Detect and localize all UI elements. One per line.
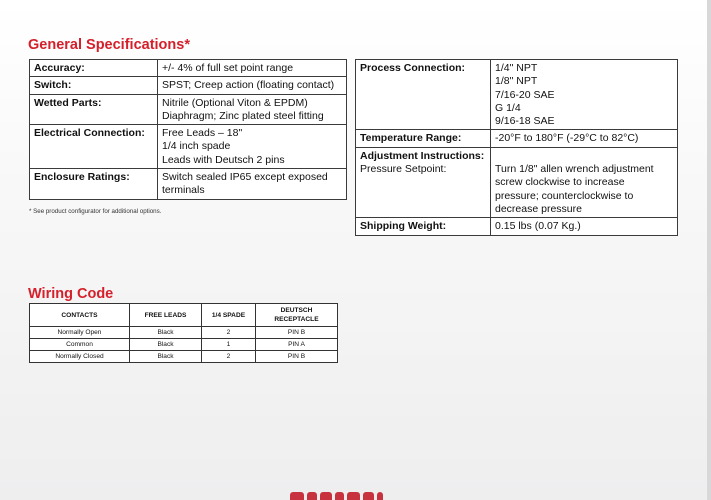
general-specs-left-table [29,59,347,200]
spec-value-line: Diaphragm; Zinc plated steel fitting [162,109,324,122]
spec-value-line: 9/16-18 SAE [495,115,555,128]
spec-value-line: decrease pressure [495,202,582,215]
spec-value-cell [158,169,347,200]
spec-value-line: SPST; Creep action (floating contact) [162,79,335,92]
cell-free-leads: Black [130,351,202,363]
cropped-red-heading-fragment [290,492,402,500]
table-row [30,327,338,339]
cell-spade: 1 [202,339,256,351]
general-specifications-heading: General Specifications* [28,37,190,53]
spec-label-cell [356,130,491,147]
spec-value-line [495,150,673,163]
spec-value-line: screw clockwise to increase [495,176,625,189]
spec-value-cell [158,94,347,125]
spec-row-adjustment-instructions [356,147,678,217]
spec-label: Enclosure Ratings: [34,171,130,184]
wiring-header-row [30,304,338,327]
page-edge-shadow [707,0,711,500]
spec-value-line: -20°F to 180°F (-29°C to 82°C) [495,132,639,145]
col-header-deutsch-receptacle: DEUTSCH RECEPTACLE [256,304,338,327]
spec-label: Electrical Connection: [34,127,145,140]
spec-value-line: +/- 4% of full set point range [162,62,294,74]
spec-row-process-connection [356,60,678,130]
spec-value-cell [491,60,678,130]
general-specs-right-table [355,59,678,236]
spec-value-line: 0.15 lbs (0.07 Kg.) [495,220,581,233]
spec-label: Accuracy: [34,62,85,74]
spec-row-enclosure-ratings [30,169,347,200]
cell-contacts: Normally Closed [30,351,130,363]
spec-value-cell [491,218,678,235]
footnote: * See product configurator for additional options. [29,208,162,215]
spec-label-cell [30,77,158,94]
col-header-spade: 1/4 SPADE [202,304,256,327]
spec-row-wetted-parts [30,94,347,125]
spec-value-line: Free Leads – 18" [162,127,243,140]
spec-value-cell [158,125,347,169]
spec-label-cell [30,125,158,169]
spec-label-cell [356,218,491,235]
spec-value-line: G 1/4 [495,101,521,114]
spec-value-line: terminals [162,184,205,197]
table-row [30,339,338,351]
spec-value-line: Switch sealed IP65 except exposed [162,171,328,184]
table-row [30,351,338,363]
cell-free-leads: Black [130,327,202,339]
spec-label: Temperature Range: [360,132,462,145]
spec-row-switch [30,77,347,94]
spec-label: Switch: [34,79,72,92]
spec-label-cell [356,147,491,217]
cell-deutsch: PIN B [256,327,338,339]
cell-spade: 2 [202,351,256,363]
spec-value-line: Nitrile (Optional Viton & EPDM) [162,96,308,109]
spec-label: Adjustment Instructions: [360,149,485,162]
spec-value-line: 7/16-20 SAE [495,88,555,101]
spec-value-cell [491,147,678,217]
spec-label-cell [30,94,158,125]
spec-row-shipping-weight [356,218,678,235]
spec-value-cell [491,130,678,147]
cell-deutsch: PIN B [256,351,338,363]
spec-value-cell [158,60,347,77]
col-header-free-leads: FREE LEADS [130,304,202,327]
spec-label-cell [30,60,158,77]
cell-free-leads: Black [130,339,202,351]
cell-spade: 2 [202,327,256,339]
spec-label-cell [30,169,158,200]
spec-label: Wetted Parts: [34,96,102,109]
spec-value-line: pressure; counterclockwise to [495,189,634,202]
spec-label: Shipping Weight: [360,220,447,233]
spec-row-electrical-connection [30,125,347,169]
spec-label: Process Connection: [360,62,466,74]
spec-value-line: Turn 1/8" allen wrench adjustment [495,163,654,176]
cell-contacts: Normally Open [30,327,130,339]
spec-sublabel: Pressure Setpoint: [360,163,447,176]
spec-value-line: 1/4 inch spade [162,140,231,153]
spec-value-line: 1/8" NPT [495,75,538,88]
spec-row-temperature-range [356,130,678,147]
spec-row-accuracy [30,60,347,77]
wiring-code-table [29,303,338,363]
col-header-contacts: CONTACTS [30,304,130,327]
wiring-code-heading: Wiring Code [28,286,114,302]
spec-value-cell [158,77,347,94]
spec-value-line: Leads with Deutsch 2 pins [162,153,285,166]
spec-value-line: 1/4" NPT [495,62,538,74]
spec-label-cell [356,60,491,130]
cell-deutsch: PIN A [256,339,338,351]
cell-contacts: Common [30,339,130,351]
